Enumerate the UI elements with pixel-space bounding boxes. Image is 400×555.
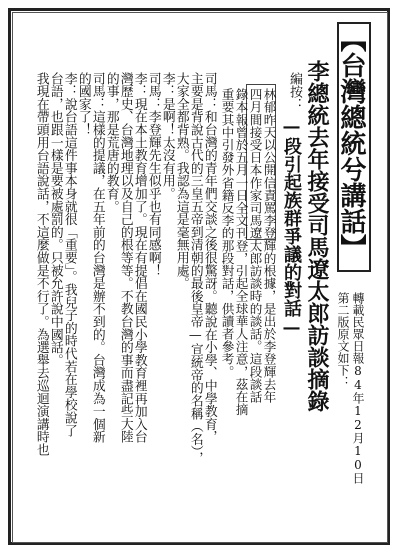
editor-note-line-3: 錄本報曾於五月一日全文刊登，引起全球華人注意，茲在摘 [233,88,249,416]
body-line-11: 李：說台語這件事本身就很「重要」。我兒子的時代若在學校說了 [61,72,77,437]
body-line-5: 司馬：李登輝先生似乎也有同感啊！ [145,72,161,277]
editor-note-line-1: 林郁昨天以公開信責罵李登輝的根據，是出於李登輝去年 [261,88,277,403]
body-line-10: 的國家了！ [75,72,91,136]
column-title: 【台灣總統兮講話】 [336,26,366,260]
article-subheadline: —段引起族群爭議的對話— [281,116,302,338]
editor-note-line-2: 四月間接受日本作家司馬遼太郎訪談時的談話。這段談話 [247,88,263,403]
article-headline: 李總統去年接受司馬遼太郎訪談摘錄 [304,60,330,412]
body-line-4: 李：是啊！太沒有用。 [159,72,175,200]
body-line-6: 李：現在本土教育增加了。現在有提倡在國民小學教育裡再加入台 [131,72,147,444]
body-line-13: 我現在帶頭用台語說話，不這麼做是不行了。為選舉去巡迴演講時也 [33,72,49,456]
body-line-9: 司馬：這樣的提議，在五年前的台灣是辦不到的。台灣成為一個新 [89,72,105,444]
editor-note-label: 編按： [287,72,302,111]
body-line-1: 司馬：和台灣的青年們交談之後很驚訝。聽說在小學、中學教育， [201,72,217,444]
body-line-7: 灣歷史、台灣地理以及自己的根等等。不教台灣的事而盡記些大陸 [117,72,133,444]
source-line: 轉載民眾日報84年12月10日 [351,292,365,484]
body-line-12: 台語，也跟一樣是要被處罰的。只被允許說中國話。 [47,72,63,367]
body-line-2: 主要是背說古代的三皇五帝到清朝的最後皇帝—宣統帝的名稱（名）， [187,72,203,465]
editor-note-line-4: 重要其中引發外省籍反李的那段對話，供讀者參考。 [219,88,235,378]
body-line-3: 大家全都背熟。我認為這是毫無用處。 [173,72,189,290]
body-line-8: 的事，那是荒唐的教育。 [103,72,119,213]
source-line-2: 第二版原文如下： [336,292,350,388]
